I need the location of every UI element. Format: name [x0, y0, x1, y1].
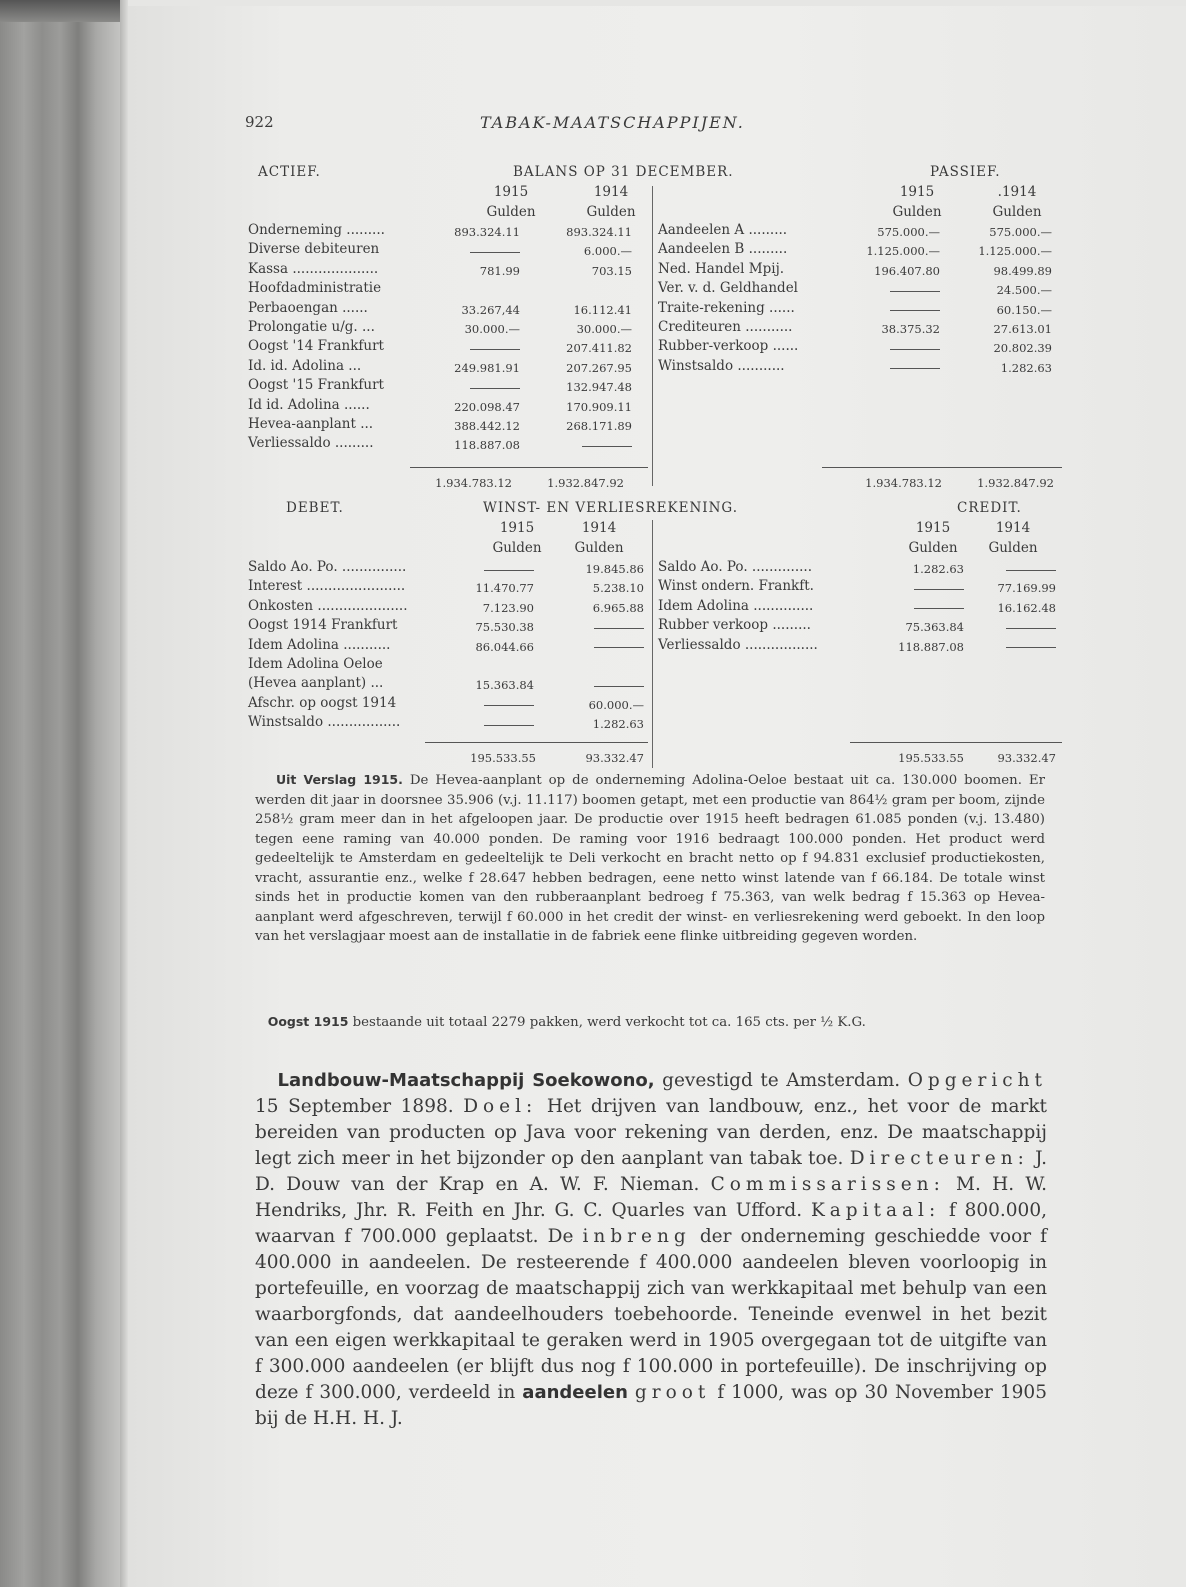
nil-dash [594, 628, 644, 629]
cell-y1914: 170.909.11 [566, 399, 632, 414]
row-label: Oogst '15 Frankfurt [248, 377, 384, 394]
credit-total-1914: 93.332.47 [997, 751, 1056, 765]
cell-y1914: 27.613.01 [993, 322, 1052, 336]
row-label: Prolongatie u/g. ... [248, 319, 375, 335]
nil-dash [594, 686, 644, 687]
directors-label: Directeuren: [849, 1148, 1029, 1169]
contribution-prefix: De [547, 1226, 574, 1247]
cell-y1915 [840, 359, 940, 378]
row-label: Saldo Ao. Po. .............. [658, 559, 812, 575]
nil-dash [484, 570, 534, 571]
nil-dash [890, 349, 940, 350]
cell-y1914: 16.112.41 [573, 302, 632, 317]
cell-y1914: 575.000.— [989, 225, 1052, 239]
nil-dash [484, 705, 534, 706]
page-number: 922 [245, 113, 274, 131]
row-label: (Hevea aanplant) ... [248, 675, 384, 692]
cell-y1914: 19.845.86 [585, 562, 644, 576]
report-body: De Hevea-aanplant op de onderneming Adolina-Oeloe bestaat uit ca. 130.000 boomen. Er werden dit jaar in doorsnee 35.906 (v.j. 11.117) boomen getapt, met een productie van 864½ gram per boom, zijnde 258½ gram meer dan in het afgeloopen jaar. De productie over 1915 heeft bedragen 61.085 ponden (v.j. 13.480) tegen eene raming van 40.000 ponden. De raming voor 1916 bedraagt 100.000 ponden. Het product werd gedeeltelijk te Amsterdam en gedeeltelijk te Deli verkocht en bracht netto op f 94.831 exclusief productiekosten, vracht, assurantie enz., welke f 28.647 hebben bedragen, eene netto winst latende van f 66.184. De totale winst sinds het in productie komen van den rubberaanplant bedroeg f 75.363, van welk bedrag f 15.363 op Hevea-aanplant werd afgeschreven, terwijl f 60.000 in het credit der winst- en verliesrekening werd geboekt. In den loop van het verslagjaar moest aan de installatie in de fabriek eene flinke uitbreiding gegeven worden. [255, 773, 1045, 944]
cell-y1915: 220.098.47 [454, 399, 520, 414]
row-label: Interest ....................... [248, 578, 406, 595]
cell-y1915: 86.044.66 [475, 639, 534, 654]
currency-label: Gulden [586, 204, 636, 220]
currency-label: Gulden [492, 540, 542, 556]
credit-heading: CREDIT. [957, 500, 1022, 516]
report-lead: Uit Verslag 1915. [275, 772, 403, 787]
table-row [248, 396, 648, 415]
row-label: Rubber verkoop ......... [658, 617, 811, 634]
cell-y1915: 15.363.84 [475, 678, 534, 693]
table-row [658, 357, 1058, 376]
year-header: 1915 [493, 184, 529, 200]
row-label: Saldo Ao. Po. ............... [248, 559, 407, 575]
total-rule [410, 467, 648, 468]
harvest-lead: Oogst 1915 [267, 1014, 349, 1029]
table-row [658, 597, 1060, 616]
purpose-value: Het drijven van landbouw, enz., het voor de markt bereiden van producten op Java voor rekening van derden, enz. De maatschappij legt zich meer in het bijzonder op den aanplant van tabak toe. [255, 1096, 1047, 1169]
row-label: Diverse debiteuren [248, 241, 380, 258]
cell-y1914: 24.500.— [996, 283, 1052, 298]
cell-y1915: 575.000.— [877, 225, 940, 239]
currency-label: Gulden [992, 204, 1042, 220]
denomination-label: groot [634, 1382, 711, 1403]
column-divider [652, 186, 653, 486]
row-label: Verliessaldo ................. [658, 636, 818, 653]
row-label: Verliessaldo ......... [248, 435, 374, 452]
table-row [248, 616, 648, 635]
row-label: Onkosten ..................... [248, 597, 408, 614]
credit-table [658, 558, 1060, 668]
year-header: 1915 [915, 520, 951, 536]
cell-y1914: 132.947.48 [566, 380, 632, 395]
purpose-label: Doel: [463, 1096, 538, 1117]
row-label: Afschr. op oogst 1914 [248, 694, 397, 711]
currency-label: Gulden [892, 204, 942, 220]
commissioners-value: M. H. W. Hendriks, Jhr. R. Feith en Jhr. G. C. Quarles van Ufford. [255, 1174, 1047, 1221]
table-row [658, 558, 1060, 577]
year-header: 1914 [581, 520, 617, 536]
year-header: 1914 [995, 520, 1031, 536]
table-row [658, 221, 1058, 240]
nil-dash [484, 725, 534, 726]
commissioners-label: Commissarissen: [710, 1174, 945, 1195]
cell-y1915: 196.407.80 [874, 263, 940, 278]
directors-value: J. D. Douw van der Krap en A. W. F. Nieman. [255, 1148, 1047, 1195]
table-row [248, 674, 648, 693]
row-label: Aandeelen B ......... [658, 241, 788, 258]
cell-y1915: 118.887.08 [898, 639, 964, 654]
actief-total-1915: 1.934.783.12 [435, 476, 512, 490]
row-label: Rubber-verkoop ...... [658, 338, 799, 355]
passief-table [658, 221, 1058, 381]
actief-heading: ACTIEF. [258, 164, 321, 180]
cell-y1915: 7.123.90 [482, 600, 534, 615]
cell-y1914: 77.169.99 [997, 581, 1056, 596]
row-label: Aandeelen A ......... [658, 222, 788, 238]
debet-table [248, 558, 648, 738]
cell-y1915: 75.530.38 [475, 620, 534, 635]
cell-y1915: 1.125.000.— [866, 244, 940, 259]
total-rule [822, 467, 1062, 468]
cell-y1914: 268.171.89 [566, 419, 632, 433]
cell-y1914: 1.282.63 [592, 717, 644, 732]
page-edge [120, 0, 128, 1587]
row-label: Onderneming ......... [248, 222, 385, 238]
cell-y1915 [434, 715, 534, 734]
table-row [248, 415, 648, 434]
cell-y1914: 703.15 [591, 263, 632, 278]
table-row [248, 577, 648, 596]
table-row [248, 279, 648, 298]
row-label: Idem Adolina Oeloe [248, 656, 383, 672]
book-spine [0, 0, 120, 1587]
cell-y1915: 75.363.84 [905, 620, 964, 635]
row-label: Hevea-aanplant ... [248, 416, 374, 432]
cell-y1915: 38.375.32 [881, 322, 940, 336]
row-label: Winst ondern. Frankft. [658, 578, 814, 595]
actief-table [248, 221, 648, 461]
harvest-body: bestaande uit totaal 2279 pakken, werd verkocht tot ca. 165 cts. per ½ K.G. [352, 1015, 866, 1030]
credit-total-1915: 195.533.55 [898, 751, 964, 765]
total-rule [850, 742, 1062, 743]
table-row [658, 279, 1058, 298]
year-header: 1915 [899, 184, 935, 200]
cell-y1914: 16.162.48 [997, 600, 1056, 615]
cell-y1915: 30.000.— [464, 322, 520, 336]
company-entry [255, 1068, 1047, 1432]
cell-y1914: 6.000.— [583, 244, 632, 259]
nil-dash [1006, 647, 1056, 648]
founded-value: 15 September 1898. [255, 1096, 454, 1117]
row-label: Perbaoengan ...... [248, 299, 368, 316]
contribution-label: inbreng [582, 1226, 691, 1247]
cell-y1914: 60.000.— [588, 697, 644, 712]
nil-dash [594, 647, 644, 648]
cell-y1915: 11.470.77 [475, 581, 534, 596]
cell-y1914 [956, 638, 1056, 657]
cell-y1914: 60.150.— [996, 302, 1052, 317]
row-label: Winstsaldo ........... [658, 357, 785, 374]
passief-total-1914: 1.932.847.92 [977, 476, 1054, 490]
table-row [248, 558, 648, 577]
denomination-value: f 1000, was op 30 November 1905 bij de H.H. H. J. [255, 1382, 1047, 1429]
table-row [658, 577, 1060, 596]
row-label: Ver. v. d. Geldhandel [658, 280, 799, 297]
cell-y1915: 781.99 [479, 263, 520, 278]
cell-y1914: 1.282.63 [1000, 360, 1052, 375]
capital-value: f 800.000, waarvan f 700.000 geplaatst. [255, 1200, 1047, 1247]
table-row [658, 260, 1058, 279]
nil-dash [470, 349, 520, 350]
harvest-paragraph [255, 1012, 1045, 1033]
nil-dash [470, 388, 520, 389]
balance-sheet-title: BALANS OP 31 DECEMBER. [513, 164, 734, 180]
cell-y1914 [532, 436, 632, 455]
table-row [658, 299, 1058, 318]
table-row [658, 616, 1060, 635]
capital-label: Kapitaal: [810, 1200, 941, 1221]
company-name: Landbouw-Maatschappij Soekowono, [277, 1070, 655, 1091]
debet-heading: DEBET. [286, 500, 344, 516]
contribution-value: der onderneming geschiedde voor f 400.000 in aandeelen. De resteerende f 400.000 aandeelen bleven voorloopig in portefeuille, en voorzag de maatschappij zich van werkkapitaal met behulp van een waarborgfonds, dat aandeelhouders toebehoorde. Teneinde evenwel in het bezit van een eigen werkkapitaal te geraken werd in 1905 overgegaan tot de uitgifte van f 300.000 aandeelen (er blijft dus nog f 100.000 in portefeuille). De inschrijving op deze f 300.000, verdeeld in [255, 1226, 1047, 1403]
currency-label: Gulden [908, 540, 958, 556]
cell-y1914: 207.411.82 [566, 341, 632, 356]
cell-y1914: 893.324.11 [566, 225, 632, 239]
table-row [658, 636, 1060, 655]
table-row [248, 694, 648, 713]
actief-total-1914: 1.932.847.92 [547, 476, 624, 490]
debet-total-1914: 93.332.47 [585, 751, 644, 765]
currency-label: Gulden [988, 540, 1038, 556]
cell-y1915: 1.282.63 [912, 562, 964, 576]
debet-total-1915: 195.533.55 [470, 751, 536, 765]
nil-dash [890, 291, 940, 292]
table-row [248, 260, 648, 279]
year-header: 1915 [499, 520, 535, 536]
total-rule [425, 742, 648, 743]
row-label: Idem Adolina ........... [248, 636, 391, 653]
year-header: .1914 [997, 184, 1037, 200]
table-row [248, 299, 648, 318]
cell-y1915: 118.887.08 [454, 438, 520, 453]
nil-dash [470, 252, 520, 253]
nil-dash [582, 446, 632, 447]
row-label: Oogst 1914 Frankfurt [248, 617, 398, 634]
table-row [658, 337, 1058, 356]
table-row [248, 713, 648, 732]
row-label: Traite-rekening ...... [658, 299, 795, 316]
table-row [248, 655, 648, 674]
currency-label: Gulden [486, 204, 536, 220]
cell-y1915: 249.981.91 [454, 360, 520, 375]
cell-y1914: 5.238.10 [592, 581, 644, 596]
row-label: Oogst '14 Frankfurt [248, 338, 384, 355]
profit-loss-title: WINST- EN VERLIESREKENING. [483, 500, 739, 516]
row-label: Ned. Handel Mpij. [658, 260, 785, 277]
nil-dash [1006, 570, 1056, 571]
company-location: gevestigd te Amsterdam. [662, 1070, 901, 1091]
cell-y1914: 98.499.89 [993, 263, 1052, 278]
table-row [248, 221, 648, 240]
cell-y1915: 388.442.12 [454, 419, 520, 433]
nil-dash [1006, 628, 1056, 629]
column-divider [652, 520, 653, 768]
row-label: Id id. Adolina ...... [248, 396, 370, 413]
row-label: Crediteuren ........... [658, 319, 793, 335]
table-row [248, 376, 648, 395]
cell-y1914: 1.125.000.— [978, 244, 1052, 259]
cell-y1915: 893.324.11 [454, 225, 520, 239]
cell-y1914: 207.267.95 [566, 360, 632, 375]
cell-y1914: 20.802.39 [993, 341, 1052, 356]
table-row [248, 636, 648, 655]
table-row [248, 434, 648, 453]
passief-total-1915: 1.934.783.12 [865, 476, 942, 490]
table-row [248, 597, 648, 616]
founded-label: Opgericht [907, 1070, 1047, 1091]
nil-dash [890, 310, 940, 311]
running-title: TABAK-MAATSCHAPPIJEN. [480, 113, 745, 132]
table-row [658, 240, 1058, 259]
row-label: Hoofdadministratie [248, 280, 382, 297]
row-label: Id. id. Adolina ... [248, 357, 362, 374]
cell-y1914: 6.965.88 [592, 600, 644, 615]
currency-label: Gulden [574, 540, 624, 556]
table-row [248, 357, 648, 376]
row-label: Idem Adolina .............. [658, 597, 814, 614]
table-row [248, 240, 648, 259]
table-row [248, 318, 648, 337]
cell-y1914: 30.000.— [576, 322, 632, 336]
table-row [658, 318, 1058, 337]
table-row [248, 337, 648, 356]
row-label: Winstsaldo ................. [248, 714, 401, 731]
cell-y1915: 33.267,44 [461, 302, 520, 317]
report-paragraph [255, 770, 1045, 947]
year-header: 1914 [593, 184, 629, 200]
nil-dash [890, 368, 940, 369]
shares-label: aandeelen [522, 1382, 628, 1403]
row-label: Kassa .................... [248, 260, 379, 277]
passief-heading: PASSIEF. [930, 164, 1001, 180]
